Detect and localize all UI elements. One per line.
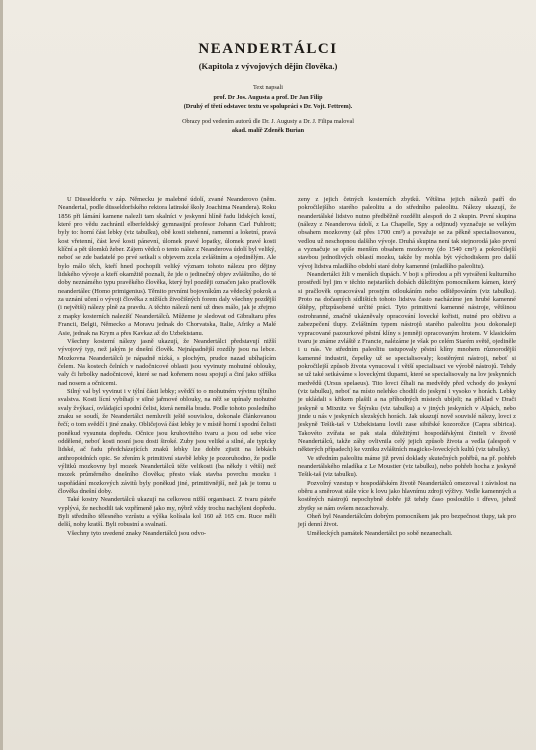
paragraph: Ve středním paleolitu máme již první doklady skutečných pohřbů, na př. pohřeb neandertálského mladíka z Le Moustier (viz tabulku), nebo pohřeb hocha z jeskyně Tešik-taš (viz tabulku). — [298, 454, 516, 479]
paragraph: Všechny tyto uvedené znaky Neandertálců jsou odvo- — [67, 529, 207, 537]
collaboration-note: (Druhý ef třetí odstavec textu ve spolupráci s Dr. Vojt. Fettrem). — [183, 103, 353, 110]
left-column — [58, 196, 276, 538]
credits — [0, 83, 536, 136]
paragraph: Silný val byl vyvinut i v týlní části lebky; svědčí to o mohutném vývinu týlního svalstva. Kosti lícní vybíhají v silné jařmové oblouky, na něž se upínaly mohutné svaly žvýkací, ovládající spodní čelist, která neměla bradu. Podle tohoto posledního znaku se soudí, že Neandertálci nemluvili ještě souvislou, dokonale článkovanou řečí; o tom svědčí i jiné znaky. Obličejová část lebky je v místě horní i spodní čelisti poněkud vysunuta dopředu. Očnice jsou kruhovitého tvaru a jsou od sebe více oddělené, neboť kosti nosní jsou dosti široké. Zuby jsou veliké a silné, ale typicky lidské, ač řadu předcházejících znaků lebky lze dobře zjistit na lebkách anthropoidních opic. Se zřením k primitivní stavbě lebky je pozoruhodno, že podle výlitků mozkovny byl mozek Neandertálců téže velikosti (ba někdy i větší) než mozek průměrného dnešního člověka; přesto však stavba povrchu mozku i uspořádání mozkových závitů byly poněkud jiné, primitivnější, než jak je tomu u člověka dnešní doby. — [58, 387, 276, 496]
article-subtitle: (Kapitola z vývojových dějin člověka.) — [198, 61, 338, 71]
illustrators-line: Obrazy pod vedením autorů dle Dr. J. Augusty a Dr. J. Filipa maloval — [182, 117, 354, 125]
credit-label: Text napsali — [253, 84, 283, 91]
paragraph: Pozvolný vzestup v hospodářském životě Neandertálců omezoval i závislost na oběru a směrovat stále více k lovu jako hlavnímu zdroji výživy. Vedle kamenných a kostěných nástrojů nepochybně dobře již tehdy časo posloužilo i dřevo, jehož zbytky se nám ovšem nezachovaly. — [298, 479, 516, 512]
authors: prof. Dr Jos. Augusta a prof. Dr Jan Filip — [213, 93, 323, 101]
paragraph: U Düsseldorfu v záp. Německu je malebné údolí, zvané Neanderovo (něm. Neandertal, podle düsseldorfského rektora latinské školy Joachima Neandera). Roku 1856 při lámání kamene nalezli tam skalníci v jeskynní hlíně řadu lidských kostí, které pro vědu zachránil elberfeldský gymnasijní profesor Johann Carl Fuhlrott; byly to: horní část lebky (viz tabulku), obě kosti stehenní, ramenní a loketní, pravá kost vřetenní, část levé kosti pánevní, úlomek pravé lopatky, úlomek pravé kosti klíční a pět úlomků žeber. Zájem vědců o tento nález z Neanderova údolí byl veliký, neboť se zde badatelé po prvé setkali s objevem zcela zvláštním a ojedinělým. Ale bylo málo těch, kteří hned pochopili veliký význam tohoto nálezu pro dějiny lidského vývoje a kteří okamžitě poznali, že jde o jedinečný objev zvláštního, do té doby neznámého typu pravěkého člověka, který byl později označen jako pračlověk neandertálec (Homo primigenius). Těmito prvními bojovníkům za vědecký pokrok a za uznání učení o vývoji člověka z nižších živočišných forem daly všechny pozdější (i největší) nálezy plně za pravdu. A těchto nálezů není už dnes málo, jak je zřejmo z mapky kosterních nalezišť Neandertálců. Můžeme je sledovat od Gibraltaru přes Francii, Belgii, Německo a Moravu jednak do Chorvatska, Italie, Afriky a Malé Asie, jednak na Krym a přes Kavkaz až do Uzbekistanu. — [58, 196, 276, 337]
paragraph: Neandertálci žili v menších tlupách. V boji s přírodou a při vytváření kulturního prostředí byl jim v těchto nejstarších dobách důležitým pomocníkem kámen, který si pračlověk opracovával prostým otloukáním nebo odštěpováním (viz tabulku). Proto na dočasných sídlištích tohoto lidstva často nacházíme jen hrubé kamenné úštěpy, přizpůsobené určité práci. Tyto primitivní kamenné nástroje, většinou ostrohranné, značně ukázněvaly opracování lovecké kořisti, nutné pro obživu a zabezpečení tlupy. Zvláštním typem nástrojů starého paleolitu jsou dokonaleji vypracované pazourkové pěstní klíny s jemněji opracovaným hrotem. V klasickém tvaru je známe zvláště z Francie, nalézáme je však po celém Starém světě, ojediněle i u nás. Ve středním paleolitu ustupovaly pěstní klíny mnohem různorodější kamenné industrii, čepelky už se specialisovaly; kostěnými nástroji, neboť si pokročilejší způsob života vynucoval i větší specialisaci ve výrobě nástrojů. Tehdy se už také setkáváme s loveckými tlupami, které se specialisovaly na lov jeskynních medvědů (Ursus spelaeus). Tito lovci číhali na medvědy před vchody do jeskyní (viz tabulku), neboť na místo nelehko chodili do jeskyní i vysoko v horách. Lebky je ukládali s křikem plašili a na příhodných místech ubíjeli; na příklad v Drači jeskyně u Mixnitz ve Štýrsku (viz tabulku) a v jiných jeskyních v Alpách, nebo jinde u nás v jeskyních slezských horách. Jak ukazují nově souvislé nálezy, lovci z jeskyně Tešik-taš v Uzbekistanu lovili zase sibiřské kozorožce (Capra sibirica). Takovéto zvířata se pak stala důležitými hospodářskými činiteli v životě Neandertálců, takže záhy ovlivnila celý jejich způsob života a vedla (alespoň v některých případech) ke vzniku zvláštních magicko-loveckých kultů (viz tabulky). — [298, 271, 516, 454]
article-title: NEANDERTÁLCI — [198, 41, 338, 57]
paragraph: Uměleckých památek Neandertálci po sobě nezanechali. — [307, 529, 453, 537]
paragraph: Také kostry Neandertálců ukazují na celkovou nižší organisaci. Z tvaru páteře vyplývá, že nechodili tak vzpřímeně jako my, nýbrž vždy trochu nachýleni dopředu. Byli středního tělesného vzrůstu a výška kolísala kol 160 až 165 cm. Ruce měli delší, nohy kratší. Byli robustní a svalnatí. — [58, 496, 276, 529]
paragraph: Všechny kosterní nálezy jasně ukazují, že Neandertálci představují nižší vývojový typ, než jakým je dnešní člověk. Nejnápadnější rozdíly jsou na lebce. Mozkovna Neandertálců je nápadně nízká, s plochým, prudce nazad ubíhajícím čelem. Na kostech čelních v nadočnicové oblasti jsou vyvinuty mohutné oblouky, valy či hrbolky nadočnicové, které se nad kořenem nosu spojují a činí jako stříška nad nosem a očnicemi. — [58, 337, 276, 387]
article-header — [0, 40, 536, 136]
right-column — [298, 196, 516, 538]
illustrator-name: akad. malíř Zdeněk Burian — [231, 127, 305, 134]
paragraph: zeny z jejich četných kosterních zbytků. Většina jejich nálezů patří do pokročilejšího starého paleolitu a do středního paleolitu. Nálezy ukazují, že neandertálské lidstvo nutno předběžně rozdělit alespoň do 2 skupin. První skupina (nálezy z Neanderova údolí, z La Chapelle, Spy a odjinud) vyznačuje se velkým obsahem mozkovny (až přes 1700 cm³) a považuje se za pěkně specialisovanou, vedlou už neschopnou dalšího vývoje. Druhá skupina není tak stejnorodá jako první a vyznačuje se spíše menším obsahem mozkovny (do 1540 cm³) a pokročilejší stavbou jednotlivých oblastí mozku, takže by mohla být východiskem pro další vývoj lidstva mladšího období staré doby kamenné (mladšího paleolitu). — [298, 196, 516, 270]
paragraph: Oheň byl Neandertálcům dobrým pomocníkem jak pro bezpečnost tlupy, tak pro její denní život. — [298, 513, 516, 529]
